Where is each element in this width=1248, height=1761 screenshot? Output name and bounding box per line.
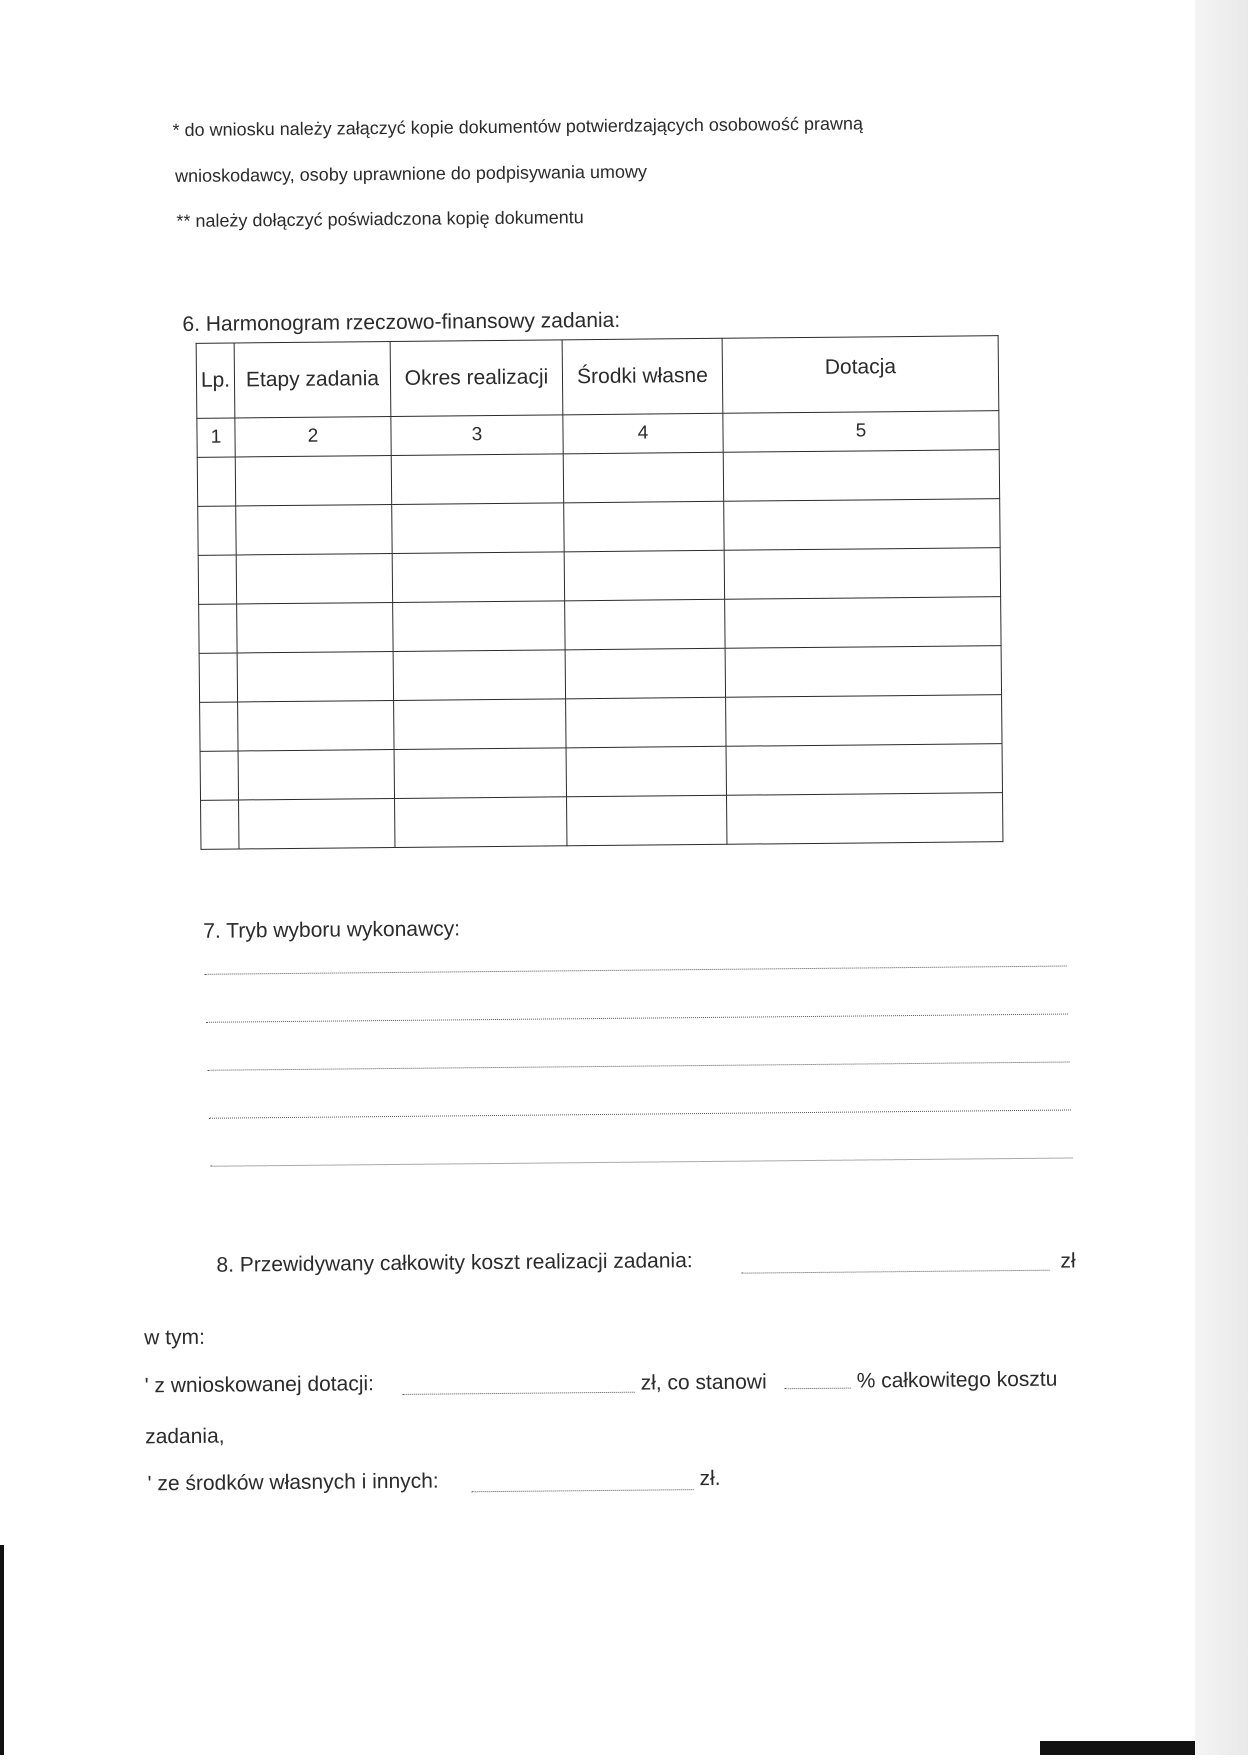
footnote-line-2: wnioskodawcy, osoby uprawnione do podpisywania umowy [174,161,648,187]
table-cell[interactable] [724,548,1000,600]
table-cell[interactable] [236,504,392,554]
table-cell[interactable] [198,506,236,555]
table-cell[interactable] [725,597,1001,649]
table-cell[interactable] [239,798,395,848]
table-cell[interactable] [724,499,1000,551]
table-cell[interactable] [200,751,238,800]
section-7-title: 7. Tryb wyboru wykonawcy: [203,917,461,943]
table-cell[interactable] [200,702,238,751]
table-cell[interactable] [564,550,724,601]
table-cell[interactable] [394,748,566,799]
grant-percent-field[interactable] [785,1388,851,1390]
grant-percent-label: % całkowitego kosztu [856,1367,1058,1393]
schedule-table [196,335,1004,850]
table-cell[interactable] [199,604,237,653]
table-cell[interactable] [726,744,1002,796]
table-cell[interactable] [395,797,567,848]
table-cell[interactable] [563,452,723,503]
table-cell[interactable] [567,795,727,846]
table-row [199,646,1001,703]
table-cell[interactable] [393,650,565,701]
table-cell[interactable] [198,555,236,604]
table-cell[interactable] [393,601,565,652]
table-cell[interactable] [199,653,237,702]
table-cell[interactable] [723,450,999,502]
scan-edge-bottom [1040,1741,1195,1755]
table-cell[interactable] [564,501,724,552]
table-cell[interactable] [236,553,392,603]
table-row [198,548,1000,605]
table-cell[interactable] [238,749,394,799]
table-row [198,499,1000,556]
table-cell[interactable] [237,602,393,652]
column-number: 4 [563,413,723,454]
header-okres-realizacji: Okres realizacji [390,340,563,417]
table-cell[interactable] [394,699,566,750]
column-number: 5 [723,411,999,453]
total-cost-field[interactable] [742,1270,1050,1274]
table-cell[interactable] [727,793,1003,845]
scan-edge-right [1195,0,1248,1755]
table-row [200,695,1002,752]
table-cell[interactable] [726,695,1002,747]
section-6-title: 6. Harmonogram rzeczowo-finansowy zadania: [182,308,621,336]
fill-line[interactable] [208,1062,1070,1071]
own-funds-field[interactable] [472,1489,694,1492]
header-etapy-zadania: Etapy zadania [234,341,391,417]
header-srodki-wlasne: Środki własne [562,338,723,415]
header-lp: Lp. [196,343,235,418]
table-row [201,793,1003,850]
table-cell[interactable] [391,454,563,505]
table-header-row [196,336,999,419]
scan-edge-left [0,1545,4,1755]
footnote-line-3: ** należy dołączyć poświadczona kopię dokumentu [176,207,584,232]
table-cell[interactable] [566,697,726,748]
table-cell[interactable] [566,746,726,797]
table-cell[interactable] [725,646,1001,698]
own-funds-label: ' ze środków własnych i innych: [147,1469,439,1496]
table-cell[interactable] [238,700,394,750]
fill-line[interactable] [211,1157,1073,1166]
grant-unit: zł, co stanowi [640,1370,767,1395]
fill-line[interactable] [206,1014,1068,1023]
footnote-line-1: * do wniosku należy załączyć kopie dokumentów potwierdzających osobowość prawną [172,113,864,141]
w-tym-label: w tym: [144,1325,205,1350]
table-cell[interactable] [392,552,564,603]
table-cell[interactable] [392,503,564,554]
table-cell[interactable] [235,455,391,505]
table-cell[interactable] [201,800,239,849]
total-cost-unit: zł [1060,1249,1076,1273]
column-number: 3 [391,415,563,456]
column-number: 1 [197,418,235,457]
table-cell[interactable] [237,651,393,701]
table-row [200,744,1002,801]
table-cell[interactable] [565,648,725,699]
grant-label: ' z wnioskowanej dotacji: [144,1372,375,1398]
column-number: 2 [235,416,391,456]
table-row [197,450,999,507]
table-row [199,597,1001,654]
fill-line[interactable] [205,966,1067,975]
header-dotacja: Dotacja [722,336,999,414]
own-funds-unit: zł. [699,1466,721,1491]
grant-amount-field[interactable] [403,1392,635,1395]
grant-continuation: zadania, [145,1424,225,1449]
table-cell[interactable] [197,457,235,506]
fill-line[interactable] [209,1109,1071,1118]
section-8-title: 8. Przewidywany całkowity koszt realizacji zadania: [216,1249,693,1277]
table-cell[interactable] [565,599,725,650]
